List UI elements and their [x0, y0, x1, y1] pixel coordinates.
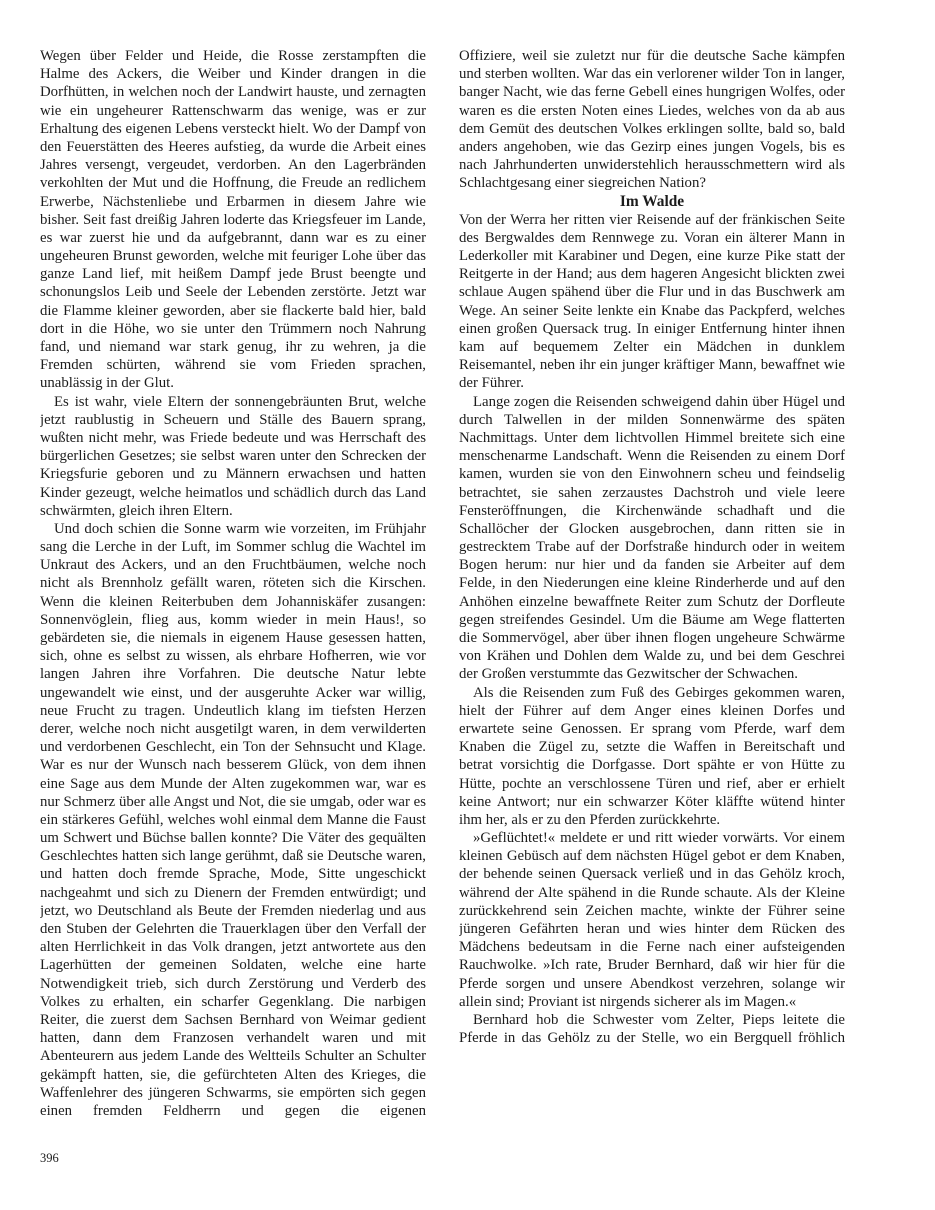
- right-column-paragraphs-after-heading: [459, 211, 845, 1048]
- left-column: [40, 47, 426, 1153]
- right-column-paragraphs-before-heading: [459, 47, 845, 193]
- left-column-paragraphs: [40, 47, 426, 1120]
- paragraph: Bernhard hob die Schwester vom Zelter, Pieps leitete die Pferde in das Gehölz zu der Stelle, wo ein Bergquell fröhlich: [459, 1011, 845, 1047]
- paragraph: »Geflüchtet!« meldete er und ritt wieder vorwärts. Vor einem kleinen Gebüsch auf dem nächsten Hügel gebot er dem Knaben, der behende seinen Quersack verließ und in das Gehölz kroch, während der Alte spähend in die Runde schaute. Als der Kleine zurückkehrend sein Zeichen machte, winkte der Führer seine jüngeren Gefährten heran und wies hinter dem Rücken des Mädchens bedeutsam in die Ferne nach einer aufsteigenden Rauchwolke. »Ich rate, Bruder Bernhard, daß wir hier für die Pferde sorgen und unsere Abendkost verzehren, solange wir allein sind; Proviant ist nirgends sicherer als im Magen.«: [459, 830, 845, 1010]
- paragraph: Es ist wahr, viele Eltern der sonnengebräunten Brut, welche jetzt raublustig in Scheuern und Ställe des Bauern sprang, wußten nicht mehr, was Friede bedeute und was Herrschaft des bürgerlichen Gesetzes; sie selbst waren unter den Schrecken der Kriegsfurie geboren und zu Männern erwachsen und hatten Kinder gezeugt, welche heimatlos und schädlich durch das Land schwärmten, gleich ihren Eltern.: [40, 393, 426, 519]
- paragraph: Offiziere, weil sie zuletzt nur für die deutsche Sache kämpfen und sterben wollten. War das ein verlorener wilder Ton in langer, banger Nacht, wie das ferne Gebell eines hungrigen Wolfes, oder waren es die ersten Noten eines Liedes, welches von da ab aus dem Gemüt des deutschen Volkes erklingen sollte, bald so, bald anders angehoben, wie das Gezirp eines jungen Vogels, bis es nach Jahrhunderten unwiderstehlich herausschmettern wird als Schlachtgesang einer siegreichen Nation?: [459, 48, 845, 192]
- chapter-heading: Im Walde: [619, 192, 685, 210]
- page-number: 396: [40, 1151, 59, 1165]
- paragraph: Lange zogen die Reisenden schweigend dahin über Hügel und durch Talwellen in der milden Sonnenwärme des späten Nachmittags. Unter dem lichtvollen Himmel breitete sich eine menschenarme Landschaft. Wenn die Reisenden zu einem Dorf kamen, wurden sie von den Einwohnern scheu und feindselig betrachtet, sie sahen zerzaustes Dachstroh und viele leere Fensteröffnungen, die Kirchenwände schadhaft und die Schallöcher der Glocken ausgebrochen, dann ritten sie in gestrecktem Trabe auf der Dorfstraße hindurch oder in weitem Bogen herum: nur hier und da fanden sie Arbeiter auf dem Felde, in den Niederungen eine kleine Rinderherde und auf den Anhöhen einzelne bewaffnete Reiter zum Schutz der Dorfleute gegen streifendes Gesindel. Um die Bäume am Wege flatterten die Sommervögel, aber über ihnen flogen ungeheure Schwärme von Krähen und Dohlen dem Walde zu, und bei dem Geschrei der Großen verstummte das Gezwitscher der Schwachen.: [459, 393, 845, 683]
- paragraph: Und doch schien die Sonne warm wie vorzeiten, im Frühjahr sang die Lerche in der Luft, im Sommer schlug die Wachtel im Unkraut des Ackers, und an den Fruchtbäumen, welche noch nicht als Brennholz gefällt waren, röteten sich die Kirschen. Wenn die kleinen Reiterbuben dem Johanniskäfer zusangen: Sonnenvöglein, flieg aus, komm wieder in mein Haus!, so gebärdeten sie, die niemals in eigenem Hause gesessen hatten, sich, ohne es selbst zu wissen, als ehrbare Hofherren, wie vor langen Jahren ihre Vorfahren. Die deutsche Natur lebte ungewandelt wie einst, und der ausgeruhte Acker war willig, neue Frucht zu tragen. Undeutlich klang im tiefsten Herzen derer, welche noch nicht ausgetilgt waren, in dem verwilderten und verdorbenen Geschlecht, ein Ton der Sehnsucht und Klage. War es nur der Wunsch nach besserem Glück, von dem ihnen eine Sage aus dem Munde der Alten zugekommen war, war es nur Schmerz über alle Angst und Not, die sie umgab, oder war es ein stärkeres Gefühl, welches wohl einmal dem Manne die Faust um Schwert und Büchse ballen konnte? Die Väter des gequälten Geschlechtes hatten sich lange gerühmt, daß sie Deutsche waren, und hatten doch fremde Sprache, Mode, Sitte ungeschickt nachgeahmt und sich zu Dienern der Fremden entwürdigt; und jetzt, wo Deutschland als Beute der Fremden niederlag und aus den Stuben der Gelehrten die Trauerklagen über den Verfall der alten Herrlichkeit in das Volk drangen, jetzt antwortete aus den Lagerhütten der gemeinen Soldaten, welche eine harte Notwendigkeit trieb, sich durch Zerstörung und Verderb des Volkes zu erhalten, ein scharfer Gegenklang. Die narbigen Reiter, die zuerst dem Sachsen Bernhard von Weimar gedient hatten, dann dem Franzosen verhandelt waren und mit Abenteurern aus jedem Lande des Weltteils Schulter an Schulter gekämpft hatten, sie, die gefürchteten Alten des Krieges, die Waffenlehrer des jüngeren Schwarms, sie empörten sich gegen einen fremden Feldherrn und gegen die eigenen: [40, 520, 426, 1119]
- text-columns: [40, 47, 845, 1153]
- right-column: [459, 47, 845, 1153]
- paragraph: Von der Werra her ritten vier Reisende auf der fränkischen Seite des Bergwaldes dem Rennwege zu. Voran ein älterer Mann in Lederkoller mit Karabiner und Degen, eine kurze Pike statt der Reitgerte in der Hand; aus dem hageren Angesicht blickten zwei schlaue Augen spähend über die Flur und in das Buschwerk am Wege. An seiner Seite lenkte ein Knabe das Packpferd, welches einen großen Quersack trug. In einiger Entfernung hinter ihnen kam auf bequemem Zelter ein Mädchen in dunklem Reisemantel, neben ihr ein junger kräftiger Mann, bewaffnet wie der Führer.: [459, 211, 845, 392]
- paragraph: Wegen über Felder und Heide, die Rosse zerstampften die Halme des Ackers, die Weiber und Kinder drangen in die Dorfhütten, in welchen noch der Landwirt hauste, und zernagten wie ein ungeheurer Rattenschwarm das wenige, was er zur Erhaltung des eigenen Lebens versteckt hielt. Wo der Dampf von den Feuerstätten des Heeres aufstieg, da wurde die Arbeit eines Jahres versengt, vergeudet, verdorben. An den Lagerbränden verkohlten der Mut und die Hoffnung, die Freude an redlichem Erwerbe, Nächstenliebe und Erbarmen in diesem Jahre wie bisher. Seit fast dreißig Jahren loderte das Kriegsfeuer im Lande, es war zuerst hie und da aufgebrannt, dann war es zu einer ungeheuren Brunst geworden, welche mit feuriger Lohe über das ganze Land lief, mit heißem Dampf jede Brust beengte und schonungslos Leib und Seele der Lebenden zerstörte. Jetzt war die Flamme kleiner geworden, aber sie flackerte bald hier, bald dort in die Höhe, wo sie unter den Trümmern noch Nahrung fand, und niemand war stark genug, ihr zu wehren, ja die Fremden schürten, während sie vom Frieden sprachen, unablässig in der Glut.: [40, 48, 426, 392]
- paragraph: Als die Reisenden zum Fuß des Gebirges gekommen waren, hielt der Führer auf dem Anger eines kleinen Dorfes und erwartete seine Genossen. Er sprang vom Pferde, warf dem Knaben die Zügel zu, setzte die Waffen in Bereitschaft und betrat vorsichtig die Dorfgasse. Dort spähte er von Hütte zu Hütte, pochte an verschlossene Türen und rief, aber er erhielt keine Antwort; nur ein schwarzer Köter kläffte wütend hinter ihm her, als er zu den Pferden zurückkehrte.: [459, 684, 845, 828]
